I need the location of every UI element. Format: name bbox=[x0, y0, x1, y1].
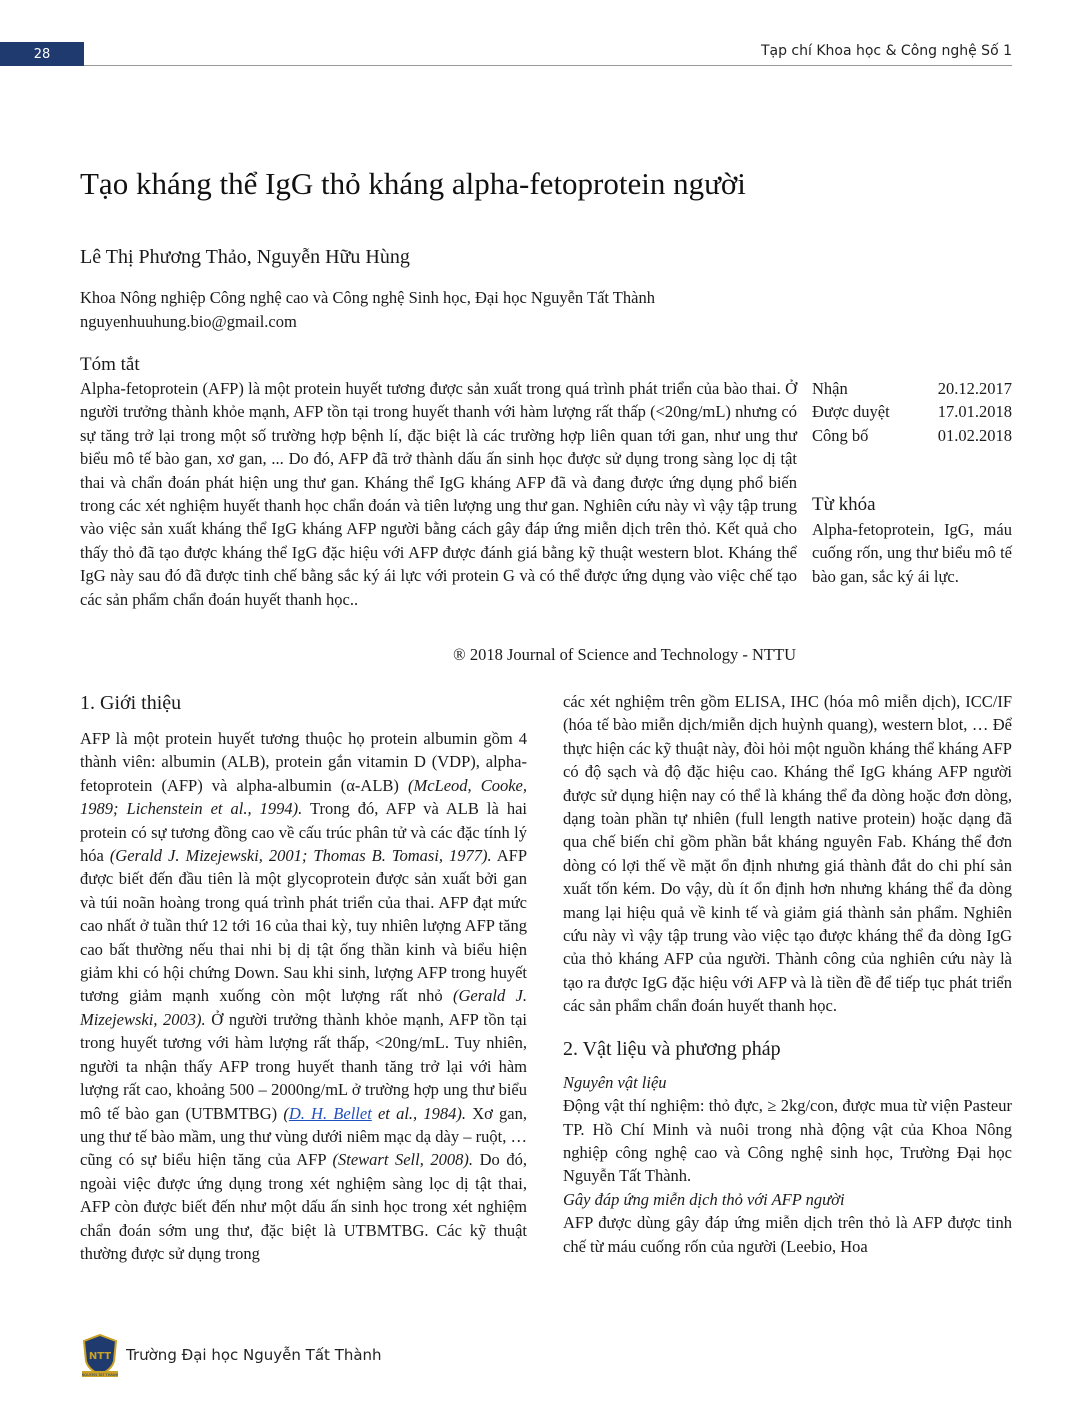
left-column bbox=[80, 692, 527, 1265]
logo-text: NTT bbox=[88, 1351, 112, 1362]
date-published bbox=[812, 424, 1012, 447]
header-rule bbox=[84, 65, 1012, 66]
footer bbox=[80, 1333, 382, 1377]
citation: (Gerald J. Mizejewski, 2001; Thomas B. Tomasi, 1977). bbox=[109, 846, 492, 866]
subsection-materials: Nguyên vật liệu bbox=[563, 1072, 667, 1092]
article-title: Tạo kháng thể IgG thỏ kháng alpha-fetoprotein người bbox=[80, 166, 746, 201]
university-logo-icon bbox=[80, 1333, 120, 1377]
date-value: 20.12.2017 bbox=[937, 379, 1012, 398]
journal-header: Tạp chí Khoa học & Công nghệ Số 1 bbox=[760, 43, 1012, 59]
copyright: ® 2018 Journal of Science and Technology - NTTU bbox=[453, 645, 796, 664]
affiliation: Khoa Nông nghiệp Công nghệ cao và Công nghệ Sinh học, Đại học Nguyễn Tất Thành bbox=[80, 288, 655, 307]
date-label: Nhận bbox=[812, 379, 848, 398]
text-run: Do đó, ngoài việc được ứng dụng trong xét nghiệm sàng lọc dị tật thai, AFP còn được biết đến như một dấu ấn sinh học trong xét nghiệm chẩn đoán sớm ung thư, đặc biệt là UTBMTBG. Các kỹ thuật thường được sử dụng trong bbox=[80, 1150, 527, 1263]
dates-block bbox=[812, 377, 1012, 447]
subsection-immunization: Gây đáp ứng miễn dịch thỏ với AFP người bbox=[563, 1189, 845, 1209]
section-2-heading: 2. Vật liệu và phương pháp bbox=[563, 1037, 781, 1060]
citation: (McLeod, Cooke, 1989; Lichenstein et al., 1994). bbox=[80, 775, 527, 819]
text-run: Ở người trưởng thành khỏe mạnh, AFP tồn tại trong huyết tương với hàm lượng rất thấp, <20ng/mL. Tuy nhiên, người ta nhận thấy AFP trong huyết thanh tăng trở lại với hàm lượng rất cao, khoảng 500 – 2000ng/mL ở trường hợp ung thư biểu mô tế bào gan (UTBMTBG) bbox=[80, 1009, 527, 1123]
date-label: Được duyệt bbox=[812, 402, 890, 422]
author-email: nguyenhuuhung.bio@gmail.com bbox=[80, 312, 297, 331]
authors: Lê Thị Phương Thảo, Nguyễn Hữu Hùng bbox=[80, 246, 410, 268]
citation: (Gerald J. Mizejewski, 2003). bbox=[80, 986, 527, 1029]
abstract-heading: Tóm tắt bbox=[80, 354, 140, 375]
date-value: 17.01.2018 bbox=[937, 402, 1012, 422]
text-run: AFP được biết đến đầu tiên là một glycoprotein được sản xuất bởi gan và túi noãn hoàng trong quá trình phát triển của thai. AFP đạt mức cao nhất ở tuần thứ 12 tới 16 của thai kỳ, tuy nhiên lượng AFP tăng cao bất thường nếu thai nhi bị dị tật ống thần kinh và biểu hiện giảm khi có hội chứng Down. Sau khi sinh, lượng AFP trong huyết tương giảm mạnh xuống còn một lượng rất nhỏ bbox=[80, 846, 528, 1006]
affiliation-block bbox=[80, 286, 655, 334]
page-number-badge: 28 bbox=[0, 42, 84, 66]
keywords-heading: Từ khóa bbox=[812, 494, 876, 515]
keywords-text: Alpha-fetoprotein, IgG, máu cuống rốn, ung thư biểu mô tế bào gan, sắc ký ái lực. bbox=[812, 520, 1012, 586]
date-received bbox=[812, 377, 1012, 400]
text-run: AFP là một protein huyết tương thuộc họ protein albumin gồm 4 thành viên: albumin (ALB), protein gắn vitamin D (VDP), alpha-fetoprotein (AFP) và alpha-albumin (α-ALB) bbox=[80, 729, 527, 795]
abstract-text: Alpha-fetoprotein (AFP) là một protein huyết tương được sản xuất trong quá trình phát triển của bào thai. Ở người trưởng thành khỏe mạnh, AFP tồn tại trong huyết thanh với hàm lượng rất thấp (<20ng/mL) nhưng có sự tăng trở lại trong một số trường hợp bệnh lí, đặc biệt là các trường hợp liên quan tới gan, như ung thư biểu mô tế bào gan, xơ gan, ... Do đó, AFP đã trở thành dấu ấn sinh học được sử dụng trong sàng lọc dị tật thai và chẩn đoán phát hiện ung thư gan. Kháng thể IgG kháng AFP đã và đang được ứng dụng phổ biến trong các xét nghiệm huyết thanh học chẩn đoán và tiên lượng ung thư gan. Nghiên cứu này vì vậy tập trung vào việc sản xuất kháng thể IgG kháng AFP người bằng cách gây đáp ứng miễn dịch trên thỏ. Kết quả cho thấy thỏ đã tạo được kháng thể IgG đặc hiệu với AFP được đánh giá bằng kỹ thuật western blot. Kháng thể IgG này sau đó đã được tinh chế bằng sắc ký ái lực với protein G và có thể được ứng dụng vào việc chế tạo các sản phẩm chẩn đoán huyết thanh học.. bbox=[80, 379, 797, 609]
section-1-heading: 1. Giới thiệu bbox=[80, 692, 182, 714]
citation: et al., 1984). bbox=[371, 1103, 466, 1123]
text-run: Trong đó, AFP và ALB là hai protein có sự tương đồng cao về cấu trúc phân tử và các đặc tính lý hóa bbox=[80, 799, 527, 866]
footer-university: Trường Đại học Nguyễn Tất Thành bbox=[126, 1346, 382, 1364]
citation: (Stewart Sell, 2008). bbox=[332, 1150, 474, 1170]
citation: ( bbox=[283, 1103, 289, 1123]
citation-link[interactable]: D. H. Bellet bbox=[288, 1103, 372, 1123]
right-column bbox=[563, 690, 1012, 1258]
section-1-paragraph bbox=[80, 727, 527, 1265]
immunization-paragraph: AFP được dùng gây đáp ứng miễn dịch trên thỏ là AFP được tinh chế từ máu cuống rốn của người (Leebio, Hoa bbox=[563, 1213, 1012, 1256]
date-label: Công bố bbox=[812, 425, 869, 445]
logo-caption: NGUYEN TAT THANH bbox=[81, 1373, 119, 1377]
date-accepted bbox=[812, 400, 1012, 423]
text-run: Xơ gan, ung thư tế bào mầm, ung thư vùng dưới niêm mạc dạ dày – ruột, … cũng có sự biểu hiện tăng của AFP bbox=[80, 1103, 527, 1170]
materials-paragraph: Động vật thí nghiệm: thỏ đực, ≥ 2kg/con, được mua từ viện Pasteur TP. Hồ Chí Minh và nuôi trong nhà động vật của Khoa Nông nghiệp công nghệ cao và Công nghệ sinh học, Trường Đại học Nguyễn Tất Thành. bbox=[563, 1096, 1012, 1186]
date-value: 01.02.2018 bbox=[937, 425, 1012, 445]
section-1-continuation: các xét nghiệm trên gồm ELISA, IHC (hóa mô miễn dịch), ICC/IF (hóa tế bào miễn dịch/miễn dịch huỳnh quang), western blot, … Để thực hiện các kỹ thuật này, đòi hỏi một nguồn kháng thể kháng AFP có độ sạch và độ đặc hiệu cao. Kháng thể IgG kháng AFP người được sử dụng hiện nay có thể là kháng thể đa dòng hoặc đơn dòng, dạng toàn phần tự nhiên (full length native protein) hoặc dạng đã qua chế biến chỉ gồm phần bắt kháng nguyên Fab. Kháng thể đơn dòng có lợi thế về mặt ổn định nhưng giá thành đắt do chi phí sản xuất tốn kém. Do vậy, dù ít ổn định hơn nhưng kháng thể đa dòng mang lại hiệu quả về kinh tế và giảm giá thành sản phẩm. Nghiên cứu này vì vậy tập trung vào việc tạo được kháng thể đa dòng IgG của thỏ kháng AFP của người. Thành công của nghiên cứu này là tạo ra được IgG đặc hiệu với AFP và là tiền đề để tiếp tục phát triển các sản phẩm chẩn đoán huyết thanh học. bbox=[563, 692, 1012, 1016]
